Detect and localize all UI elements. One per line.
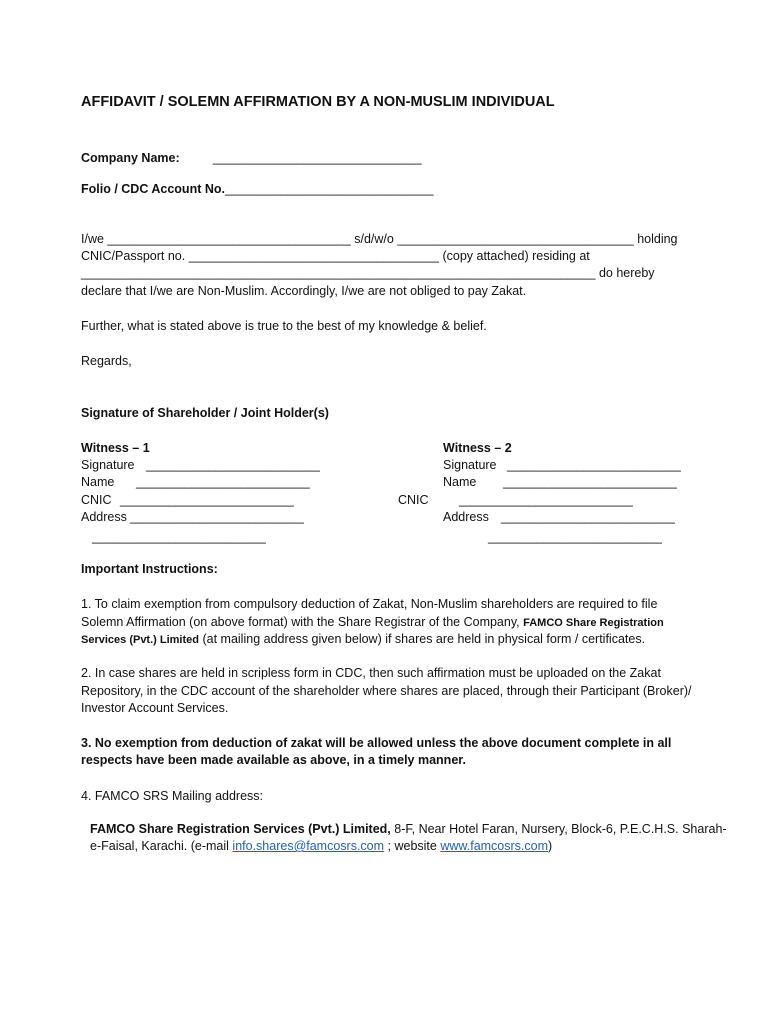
email-link[interactable]: info.shares@famcosrs.com <box>232 839 385 853</box>
website-label: ; website <box>387 839 437 853</box>
residing-label: (copy attached) residing at <box>442 249 590 263</box>
signature-heading: Signature of Shareholder / Joint Holder(s) <box>81 406 329 420</box>
instruction-4: 4. FAMCO SRS Mailing address: <box>81 789 264 803</box>
holding-label: holding <box>637 232 678 246</box>
witness-2-name-field[interactable]: _________________________ <box>503 475 677 489</box>
registrar-name-part-2: Services (Pvt.) Limited <box>81 634 199 646</box>
witness-2-name-label: Name <box>443 475 477 489</box>
cnic-passport-label: CNIC/Passport no. <box>81 249 186 263</box>
declaration-line-1 <box>81 231 678 248</box>
witness-1-name-label: Name <box>81 475 115 489</box>
address-city: e-Faisal, Karachi. (e-mail <box>90 839 229 853</box>
closing-paren: ) <box>548 839 553 853</box>
witness-1-cnic-label: CNIC <box>81 493 112 507</box>
sdwo-label: s/d/w/o <box>354 232 394 246</box>
witness-2-cnic-label: CNIC <box>398 493 429 507</box>
witness-1-address-field[interactable]: _________________________ <box>130 510 304 524</box>
instruction-2-line-3: Investor Account Services. <box>81 701 229 715</box>
witness-1-signature-label: Signature <box>81 458 135 472</box>
instruction-2-line-1: 2. In case shares are held in scripless form in CDC, then such affirmation must be uploaded on the Zakat <box>81 666 661 680</box>
witness-1-signature-field[interactable]: _________________________ <box>146 458 320 472</box>
folio-label: Folio / CDC Account No. <box>81 182 225 196</box>
further-statement: Further, what is stated above is true to the best of my knowledge & belief. <box>81 319 487 333</box>
page-title: AFFIDAVIT / SOLEMN AFFIRMATION BY A NON-MUSLIM INDIVIDUAL <box>81 94 555 110</box>
mailing-address-line-2 <box>90 838 552 855</box>
address-street: 8-F, Near Hotel Faran, Nursery, Block-6, P.E.C.H.S. Sharah- <box>394 822 727 836</box>
parent-name-field[interactable]: __________________________________ <box>397 232 634 246</box>
mailing-address-line-1 <box>90 821 727 838</box>
regards: Regards, <box>81 354 132 368</box>
declaration-line-2 <box>81 248 590 265</box>
witness-1-name-field[interactable]: _________________________ <box>136 475 310 489</box>
instruction-3-line-2: respects have been made available as above, in a timely manner. <box>81 753 466 767</box>
instruction-3-line-1: 3. No exemption from deduction of zakat will be allowed unless the above document complete in all <box>81 736 672 750</box>
declaration-line-3 <box>81 265 655 282</box>
witness-2-address-field-2[interactable]: _________________________ <box>488 530 662 544</box>
instruction-1-line-2 <box>81 614 664 632</box>
website-link[interactable]: www.famcosrs.com <box>440 839 549 853</box>
cnic-passport-field[interactable]: ____________________________________ <box>188 249 439 263</box>
folio-row <box>81 181 434 198</box>
folio-field[interactable]: ______________________________ <box>224 182 434 196</box>
residence-field[interactable]: __________________________________________________________________________ <box>81 266 596 280</box>
registrar-company-name: FAMCO Share Registration Services (Pvt.) Limited, <box>90 822 391 836</box>
witness-2-signature-field[interactable]: _________________________ <box>507 458 681 472</box>
witness-1-cnic-field[interactable]: _________________________ <box>120 493 294 507</box>
witness-1-heading: Witness – 1 <box>81 441 150 455</box>
company-name-field[interactable]: ______________________________ <box>213 151 422 165</box>
instruction-2-line-2: Repository, in the CDC account of the shareholder where shares are placed, through their Participant (Broker)/ <box>81 684 692 698</box>
witness-2-address-field[interactable]: _________________________ <box>501 510 675 524</box>
instruction-1-line-1: 1. To claim exemption from compulsory deduction of Zakat, Non-Muslim shareholders are required to file <box>81 597 658 611</box>
instructions-heading: Important Instructions: <box>81 562 218 576</box>
company-name-label: Company Name: <box>81 151 180 165</box>
registrar-name-part-1: FAMCO Share Registration <box>523 617 664 629</box>
instruction-1-text-end: (at mailing address given below) if shares are held in physical form / certificates. <box>202 632 646 646</box>
iwe-label: I/we <box>81 232 104 246</box>
witness-1-address-field-2[interactable]: _________________________ <box>92 530 266 544</box>
name-field[interactable]: ___________________________________ <box>107 232 351 246</box>
do-hereby-label: do hereby <box>598 266 655 280</box>
witness-2-signature-label: Signature <box>443 458 497 472</box>
declaration-line-4: declare that I/we are Non-Muslim. Accordingly, I/we are not obliged to pay Zakat. <box>81 284 527 298</box>
instruction-1-line-3 <box>81 631 645 649</box>
witness-2-cnic-field[interactable]: _________________________ <box>459 493 633 507</box>
witness-2-heading: Witness – 2 <box>443 441 512 455</box>
witness-1-address-label: Address <box>81 510 127 524</box>
instruction-1-text: Solemn Affirmation (on above format) with the Share Registrar of the Company, <box>81 615 520 629</box>
witness-2-address-label: Address <box>443 510 489 524</box>
